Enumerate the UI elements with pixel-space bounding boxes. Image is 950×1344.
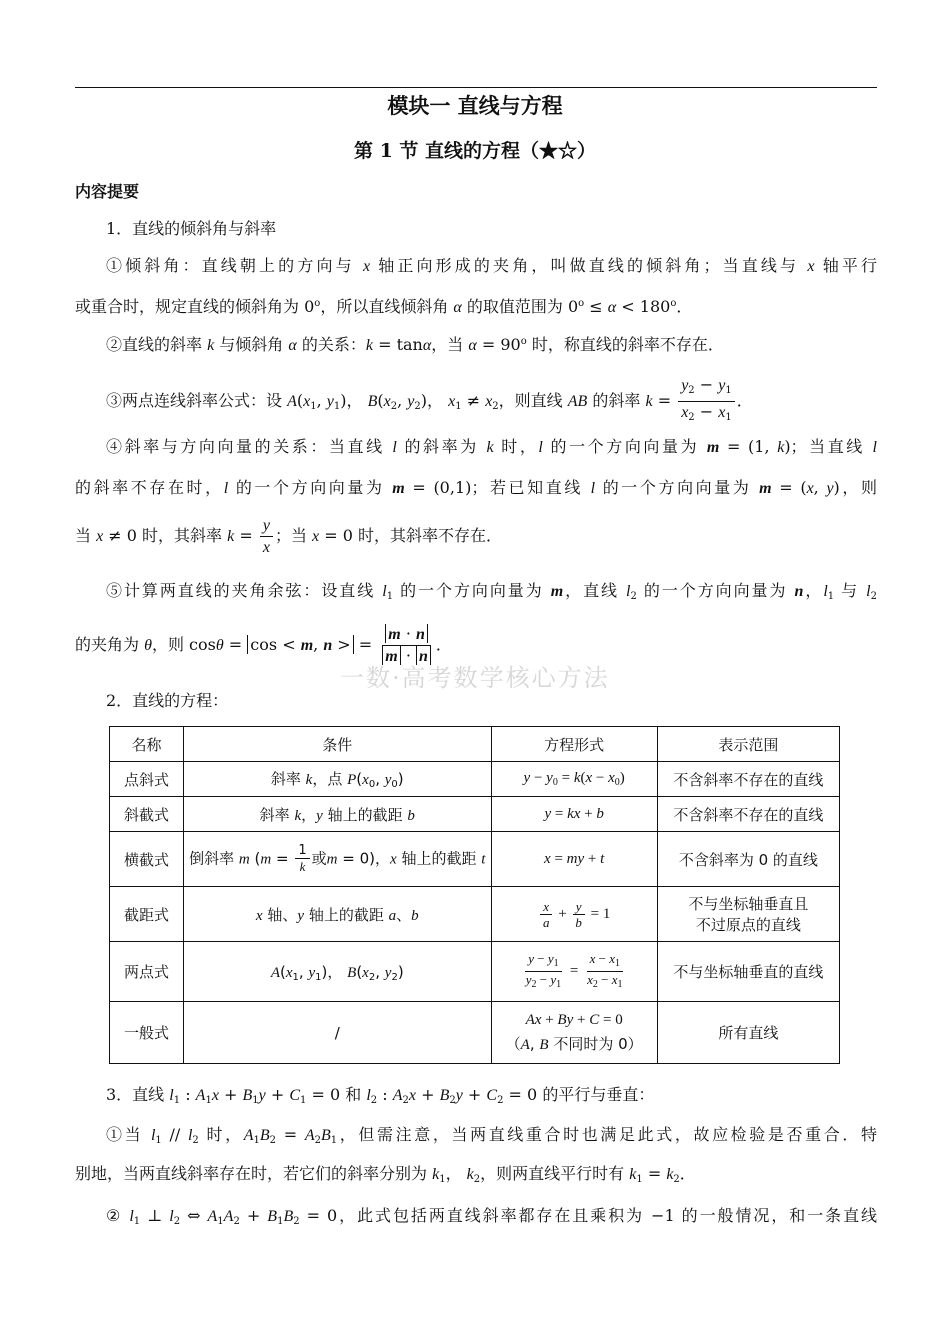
form-range: 不含斜率不存在的直线 — [657, 797, 839, 832]
form-condition: / — [183, 1002, 491, 1064]
form-equation: $\frac{y - y_1}{y_2 - y_1}$ = $\frac{x - x_1}{x_2 - x_1}$ — [491, 942, 657, 1002]
table-row — [110, 832, 840, 887]
form-range — [657, 887, 839, 942]
form-range: 不含斜率为 0 的直线 — [657, 832, 839, 887]
table-header: 条件 — [183, 727, 491, 762]
form-condition: $A(x_1$, $y_1$)， $B(x_2$, $y_2$) — [183, 942, 491, 1002]
table-row — [110, 1002, 840, 1064]
table-row — [110, 887, 840, 942]
watermark: 一数·高考数学核心方法 — [340, 664, 610, 692]
para-5b: 的夹角为 θ，则 cosθ = cos < m, n > = $\frac{m \cdot n}{m \cdot n}$ ． — [75, 624, 452, 665]
para-6a: ①当 $l_1 // l_2$ 时，$A_1B_2 = A_2B_1$，但需注意，当两直线重合时也满足此式，故应检验是否重合．特 — [106, 1125, 877, 1146]
para-1b: 或重合时，规定直线的倾斜角为 0$^o$，所以直线倾斜角 α 的取值范围为 $0^o \le \alpha < 180^o$． — [75, 297, 693, 316]
para-4a: ④斜率与方向向量的关系：当直线 l 的斜率为 k 时，l 的一个方向向量为 m = (1, k)；当直线 l — [106, 437, 877, 456]
form-equation: x = my + t — [491, 832, 657, 887]
form-name: 点斜式 — [110, 762, 184, 797]
form-equation: $y - y_0 = k(x - x_0)$ — [491, 762, 657, 797]
para-6b: 别地，当两直线斜率存在时，若它们的斜率分别为 $k_1$， $k_2$，则两直线平行时有 $k_1 = k_2$． — [75, 1164, 696, 1185]
table-header-row — [110, 727, 840, 762]
item3-title: 3．直线 $l_1$ : $A_1x + B_1y + C_1 = 0$ 和 $l_2$ : $A_2x + B_2y + C_2 = 0$ 的平行与垂直： — [106, 1085, 655, 1106]
table-row — [110, 942, 840, 1002]
table-header: 方程形式 — [491, 727, 657, 762]
table-row — [110, 762, 840, 797]
form-condition: x 轴、y 轴上的截距 a、b — [183, 887, 491, 942]
form-range: 不含斜率不存在的直线 — [657, 762, 839, 797]
form-condition: 倒斜率 m (m = $\frac{1}{k}$ 或m = 0)，x 轴上的截距 t — [183, 832, 491, 887]
form-name: 斜截式 — [110, 797, 184, 832]
item2-title: 2．直线的方程： — [106, 691, 229, 710]
form-condition: 斜率 k，y 轴上的截距 b — [183, 797, 491, 832]
para-4c: 当 x ≠ 0 时，其斜率 k = $\frac{y}{x}$ ；当 x = 0 时，其斜率不存在． — [75, 517, 502, 556]
top-rule — [75, 87, 877, 88]
para-4b: 的斜率不存在时，l 的一个方向向量为 m = (0,1)；若已知直线 l 的一个方向向量为 m = (x, y)，则 — [75, 478, 877, 497]
table-row — [110, 797, 840, 832]
form-name: 横截式 — [110, 832, 184, 887]
para-7: ② $l_1$ ⊥ $l_2$ ⇔ $A_1A_2 + B_1B_2 = 0$，此式包括两直线斜率都存在且乘积为 −1 的一般情况，和一条直线 — [106, 1206, 878, 1227]
item1-title: 1．直线的倾斜角与斜率 — [106, 219, 277, 238]
range-line: 不过原点的直线 — [695, 916, 801, 934]
range-line: 不与坐标轴垂直且 — [688, 895, 809, 913]
form-equation: $\frac{x}{a}$ + $\frac{y}{b}$ = 1 — [491, 887, 657, 942]
form-range: 所有直线 — [657, 1002, 839, 1064]
line-equation-table — [109, 726, 840, 1064]
form-name: 一般式 — [110, 1002, 184, 1064]
form-name: 截距式 — [110, 887, 184, 942]
para-2: ②直线的斜率 k 与倾斜角 α 的关系：k = tanα，当 $\alpha = 90^o$ 时，称直线的斜率不存在． — [106, 335, 724, 354]
table-header: 名称 — [110, 727, 184, 762]
para-5a: ⑤计算两直线的夹角余弦：设直线 $l_1$ 的一个方向向量为 m，直线 $l_2$ 的一个方向向量为 n，$l_1$ 与 $l_2$ — [106, 581, 877, 602]
form-name: 两点式 — [110, 942, 184, 1002]
section-title: 第 1 节 直线的方程（★☆） — [353, 140, 597, 162]
form-equation: y = kx + b — [491, 797, 657, 832]
table-header: 表示范围 — [657, 727, 839, 762]
module-title: 模块一 直线与方程 — [387, 93, 563, 118]
form-equation: Ax + By + C = 0 （A, B 不同时为 0） — [491, 1002, 657, 1064]
para-1a: ①倾斜角：直线朝上的方向与 x 轴正向形成的夹角，叫做直线的倾斜角；当直线与 x 轴平行 — [106, 256, 877, 275]
para-3: ③两点连线斜率公式：设 $A(x_1$, $y_1$)， $B(x_2$, $y_2$)， $x_1 \ne x_2$，则直线 AB 的斜率 k = $\frac{y_2 - y_1}{x_2 - x_1}$ ． — [106, 375, 753, 423]
summary-heading: 内容提要 — [75, 182, 140, 201]
form-range: 不与坐标轴垂直的直线 — [657, 942, 839, 1002]
form-condition: 斜率 k，点 $P(x_0$, $y_0$) — [183, 762, 491, 797]
